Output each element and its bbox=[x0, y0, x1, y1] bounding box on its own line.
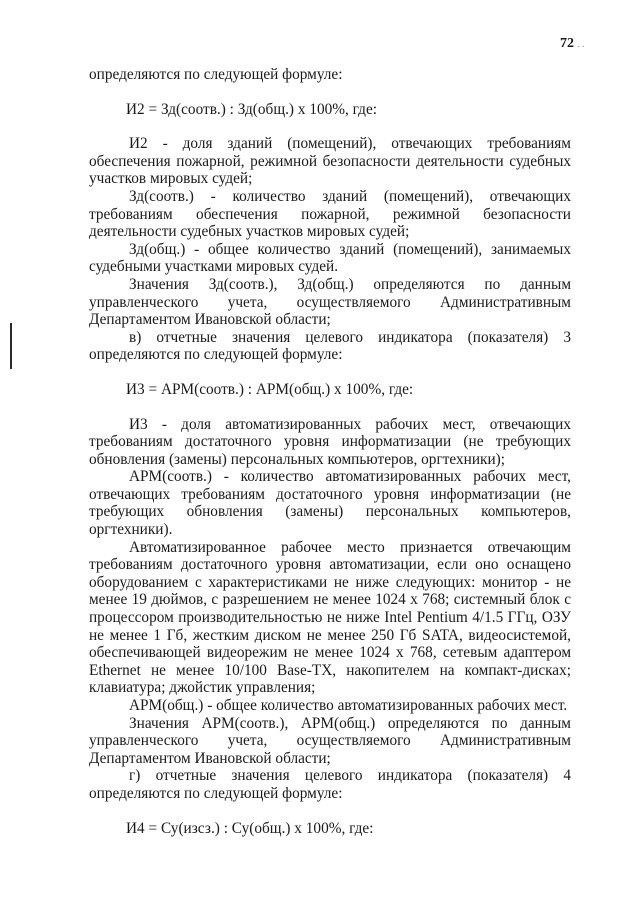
paragraph-i3-definition: И3 - доля автоматизированных рабочих мест, отвечающих требованиям достаточного уровня информатизации (не требующих обновления (замены) персональных компьютеров, оргтехники); bbox=[89, 415, 571, 468]
paragraph-indicator-3: в) отчетные значения целевого индикатора (показателя) 3 определяются по следующей формуле: bbox=[89, 328, 571, 364]
formula-i3: И3 = АРМ(соотв.) : АРМ(общ.) x 100%, где: bbox=[126, 380, 414, 398]
formula-i4: И4 = Су(изсз.) : Су(общ.) x 100%, где: bbox=[126, 819, 374, 837]
paragraph-arm-obsch: АРМ(общ.) - общее количество автоматизированных рабочих мест. bbox=[129, 697, 568, 714]
document-body bbox=[89, 66, 571, 837]
paragraph-zd-obsch: Зд(общ.) - общее количество зданий (помещений), занимаемых судебными участками мировых судей. bbox=[89, 240, 571, 276]
paragraph-i2-definition: И2 - доля зданий (помещений), отвечающих требованиям обеспечения пожарной, режимной безопасности деятельности судебных участков мировых судей; bbox=[89, 135, 571, 188]
paragraph-intro: определяются по следующей формуле: bbox=[89, 66, 343, 83]
paragraph-zd-source: Значения Зд(соотв.), Зд(общ.) определяются по данным управленческого учета, осуществляемого Административным Департаментом Ивановской области; bbox=[89, 275, 571, 329]
paragraph-arm-source: Значения АРМ(соотв.), АРМ(общ.) определяются по данным управленческого учета, осуществляемого Административным Департаментом Ивановской области; bbox=[89, 714, 571, 767]
margin-mark bbox=[10, 323, 12, 369]
paragraph-zd-sootv: Зд(соотв.) - количество зданий (помещений), отвечающих требованиям обеспечения пожарной, режимной безопасности деятельности судебных участков мировых судей; bbox=[89, 187, 571, 241]
paragraph-arm-sootv: АРМ(соотв.) - количество автоматизированных рабочих мест, отвечающих требованиям достаточного уровня информатизации (не требующих обновления (замены) персональных компьютеров, оргтехники). bbox=[89, 468, 571, 539]
page-number-value: 72 bbox=[560, 36, 574, 51]
page-number bbox=[560, 36, 585, 52]
formula-i2: И2 = Зд(соотв.) : Зд(общ.) x 100%, где: bbox=[126, 100, 377, 118]
paragraph-arm-requirements: Автоматизированное рабочее место признается отвечающим требованиям достаточного уровня автоматизации, если оно оснащено оборудованием с характеристиками не ниже следующих: монитор - не менее 19 дюймов, с разрешением не менее 1024 x 768; системный блок с процессором производительностью не ниже Intel Pentium 4/1.5 ГГц, ОЗУ не менее 1 Гб, жестким диском не менее 250 Гб SATA, видеосистемой, обеспечивающей видеорежим не менее 1024 x 768, сетевым адаптером Ethernet не менее 10/100 Base-TX, накопителем на компакт-дисках; клавиатура; джойстик управления; bbox=[89, 538, 571, 697]
page-corner-mark: . . bbox=[577, 39, 585, 50]
paragraph-indicator-4: г) отчетные значения целевого индикатора (показателя) 4 определяются по следующей формуле: bbox=[89, 767, 571, 802]
